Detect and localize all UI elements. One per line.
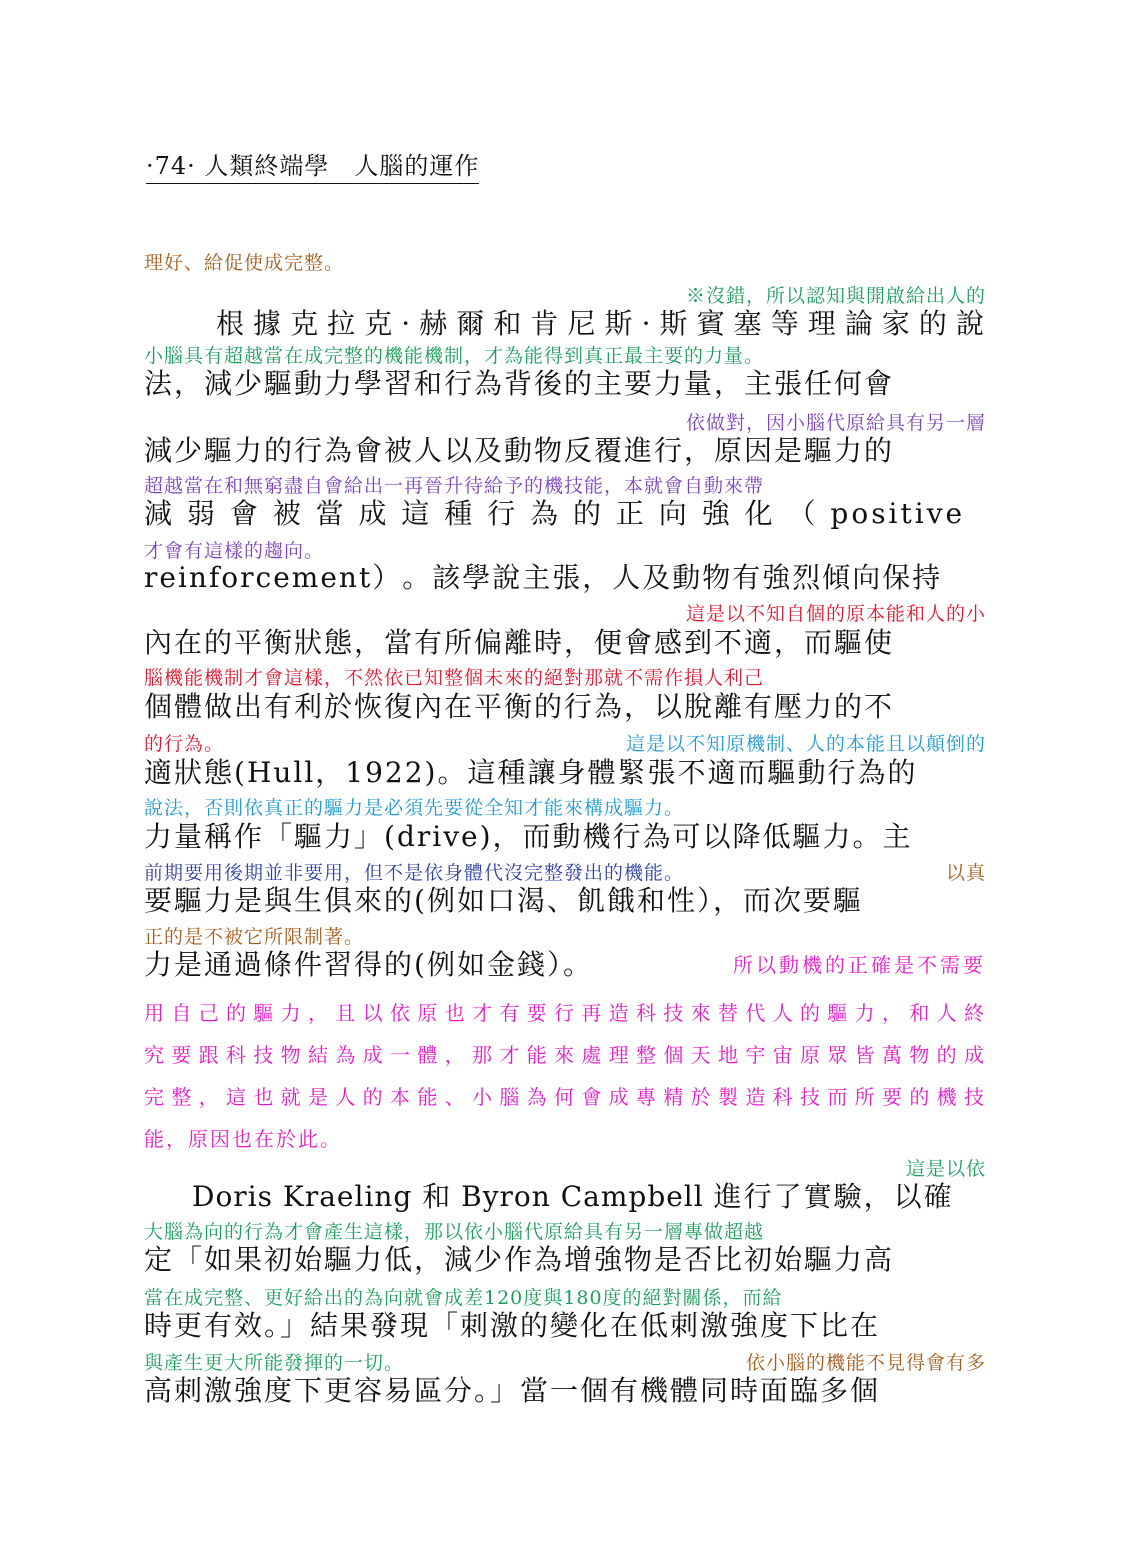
annotation-line: 大腦為向的行為才會產生這樣，那以依小腦代原給具有另一層專做超越 xyxy=(144,1221,765,1243)
underlined-text: 定「如果初始驅力低，減少作為增強物是否比初始驅力高 xyxy=(144,1240,986,1280)
body-text: 減少驅力的行為會被人以及動物反覆進行，原因是 xyxy=(144,434,805,467)
body-line xyxy=(144,1306,986,1346)
body-line xyxy=(144,687,986,727)
annotation-text: 所以動機的正確是不需要 xyxy=(733,953,986,977)
annotation-line: 依做對，因小腦代原給具有另一層 xyxy=(685,412,986,434)
annotation-line: 超越當在和無窮盡自會給出一再晉升待給予的機技能，本就會自動來帶 xyxy=(144,475,765,497)
underlined-text: 減少驅動力學習和行為背後的主要力量 xyxy=(204,364,714,404)
body-text: ，主張任何會 xyxy=(714,367,895,400)
annotation-text: 這是以不知原機制、人的本能且以顛倒的 xyxy=(625,733,986,755)
underlined-text: 減 弱 會 被 當 成 這 種 行 為 的 正 向 強 化 （ positive xyxy=(144,494,986,534)
underlined-text: 驅力的 xyxy=(804,431,894,471)
body-line xyxy=(144,558,986,598)
body-line xyxy=(144,881,986,921)
annotation-line: ※沒錯，所以認知與開啟給出人的 xyxy=(685,285,986,307)
underlined-text: 驅力是與生俱來的 xyxy=(174,881,414,921)
body-text: 法， xyxy=(144,367,205,400)
underlined-text: 這種讓身體緊張不適而驅動行為的 xyxy=(467,753,917,793)
commentary-line: 用自己的驅力，且以依原也才有要行再造科技來替代人的驅力，和人終 xyxy=(144,1001,986,1025)
underlined-text: 力量稱作「驅力 xyxy=(144,817,354,857)
page-header: ·74· 人類終端學 人腦的運作 xyxy=(146,146,479,184)
body-text: 。該學說主張， xyxy=(402,561,613,594)
underlined-text: 當一個有機體同時面臨多個 xyxy=(520,1371,880,1411)
body-line xyxy=(144,494,986,534)
body-line xyxy=(144,1177,986,1217)
body-line xyxy=(144,945,986,985)
underlined-text: 個體做出有利於恢復內在平衡的行為，以脫離有壓力的不 xyxy=(144,687,986,727)
annotation-line: 正的是不被它所限制著。 xyxy=(144,926,365,948)
annotation-text: 的行為。 xyxy=(144,733,225,755)
annotation-line: 這是以不知自個的原本能和人的小 xyxy=(685,603,986,625)
annotation-line: 腦機能機制才會這樣，不然依已知整個未來的絕對那就不需作損人利己 xyxy=(144,667,765,689)
underlined-text: 內在的平衡狀態，當有所偏離時，便會感到不適，而驅使 xyxy=(144,623,986,663)
annotation-line: 小腦具有超越當在成完整的機能機制，才為能得到真正最主要的力量。 xyxy=(144,345,765,367)
annotation-text: 以真 xyxy=(945,862,986,884)
body-text: (例如口渴、飢餓和性），而次要 xyxy=(414,884,833,917)
body-text: 」(drive)，而動機行為可以降低驅力。主 xyxy=(354,820,913,853)
body-text: 要 xyxy=(144,884,175,917)
underlined-text: 適狀態 xyxy=(144,753,234,793)
commentary-line: 完整，這也就是人的本能、小腦為何會成專精於製造科技而所要的機技 xyxy=(144,1085,986,1109)
body-line xyxy=(144,623,986,663)
annotation-text: 依小腦的機能不見得會有多 xyxy=(745,1352,986,1374)
annotation-text: 前期要用後期並非要用，但不是依身體代沒完整發出的機能。 xyxy=(144,862,685,884)
underlined-text: 人及動物有強烈傾向保持 xyxy=(612,558,942,598)
body-text: (Hull，1922)。 xyxy=(234,756,468,789)
body-line: 根據克拉克·赫爾和肯尼斯·斯賓塞等理論家的說 xyxy=(216,307,986,340)
body-text: 。」 xyxy=(474,1374,521,1407)
underlined-text: 時更有效。」結果發現「刺激的變化在低刺激強度下比在 xyxy=(144,1306,986,1346)
body-line xyxy=(144,753,986,793)
annotation-line: 才會有這樣的趨向。 xyxy=(144,540,325,562)
underlined-text: 驅 xyxy=(833,881,863,921)
annotation-line: 當在成完整、更好給出的為向就會成差120度與180度的絕對關係，而給 xyxy=(144,1287,783,1309)
annotation-text: 與產生更大所能發揮的一切。 xyxy=(144,1352,405,1374)
annotation-line: 這是以依 xyxy=(905,1158,986,1180)
body-line xyxy=(144,817,986,857)
body-text: Doris Kraeling 和 Byron Campbell xyxy=(192,1180,714,1213)
underlined-text: 高刺激強度下更容易區分 xyxy=(144,1371,474,1411)
underlined-text: 力是通過條件習得的 xyxy=(144,945,414,985)
commentary-line: 能，原因也在於此。 xyxy=(144,1127,342,1151)
underlined-text: reinforcement） xyxy=(144,558,402,598)
body-line xyxy=(144,431,986,471)
body-line xyxy=(144,1240,986,1280)
underlined-text: 進行了實驗，以確 xyxy=(714,1177,954,1217)
body-line xyxy=(144,1371,986,1411)
annotation-line: 說法，否則依真正的驅力是必須先要從全知才能來構成驅力。 xyxy=(144,797,685,819)
continuation-line: 理好、給促使成完整。 xyxy=(144,252,345,274)
body-line xyxy=(144,364,986,404)
body-text: (例如金錢）。 xyxy=(414,948,593,981)
commentary-line: 究要跟科技物結為成一體，那才能來處理整個天地宇宙原眾皆萬物的成 xyxy=(144,1043,986,1067)
